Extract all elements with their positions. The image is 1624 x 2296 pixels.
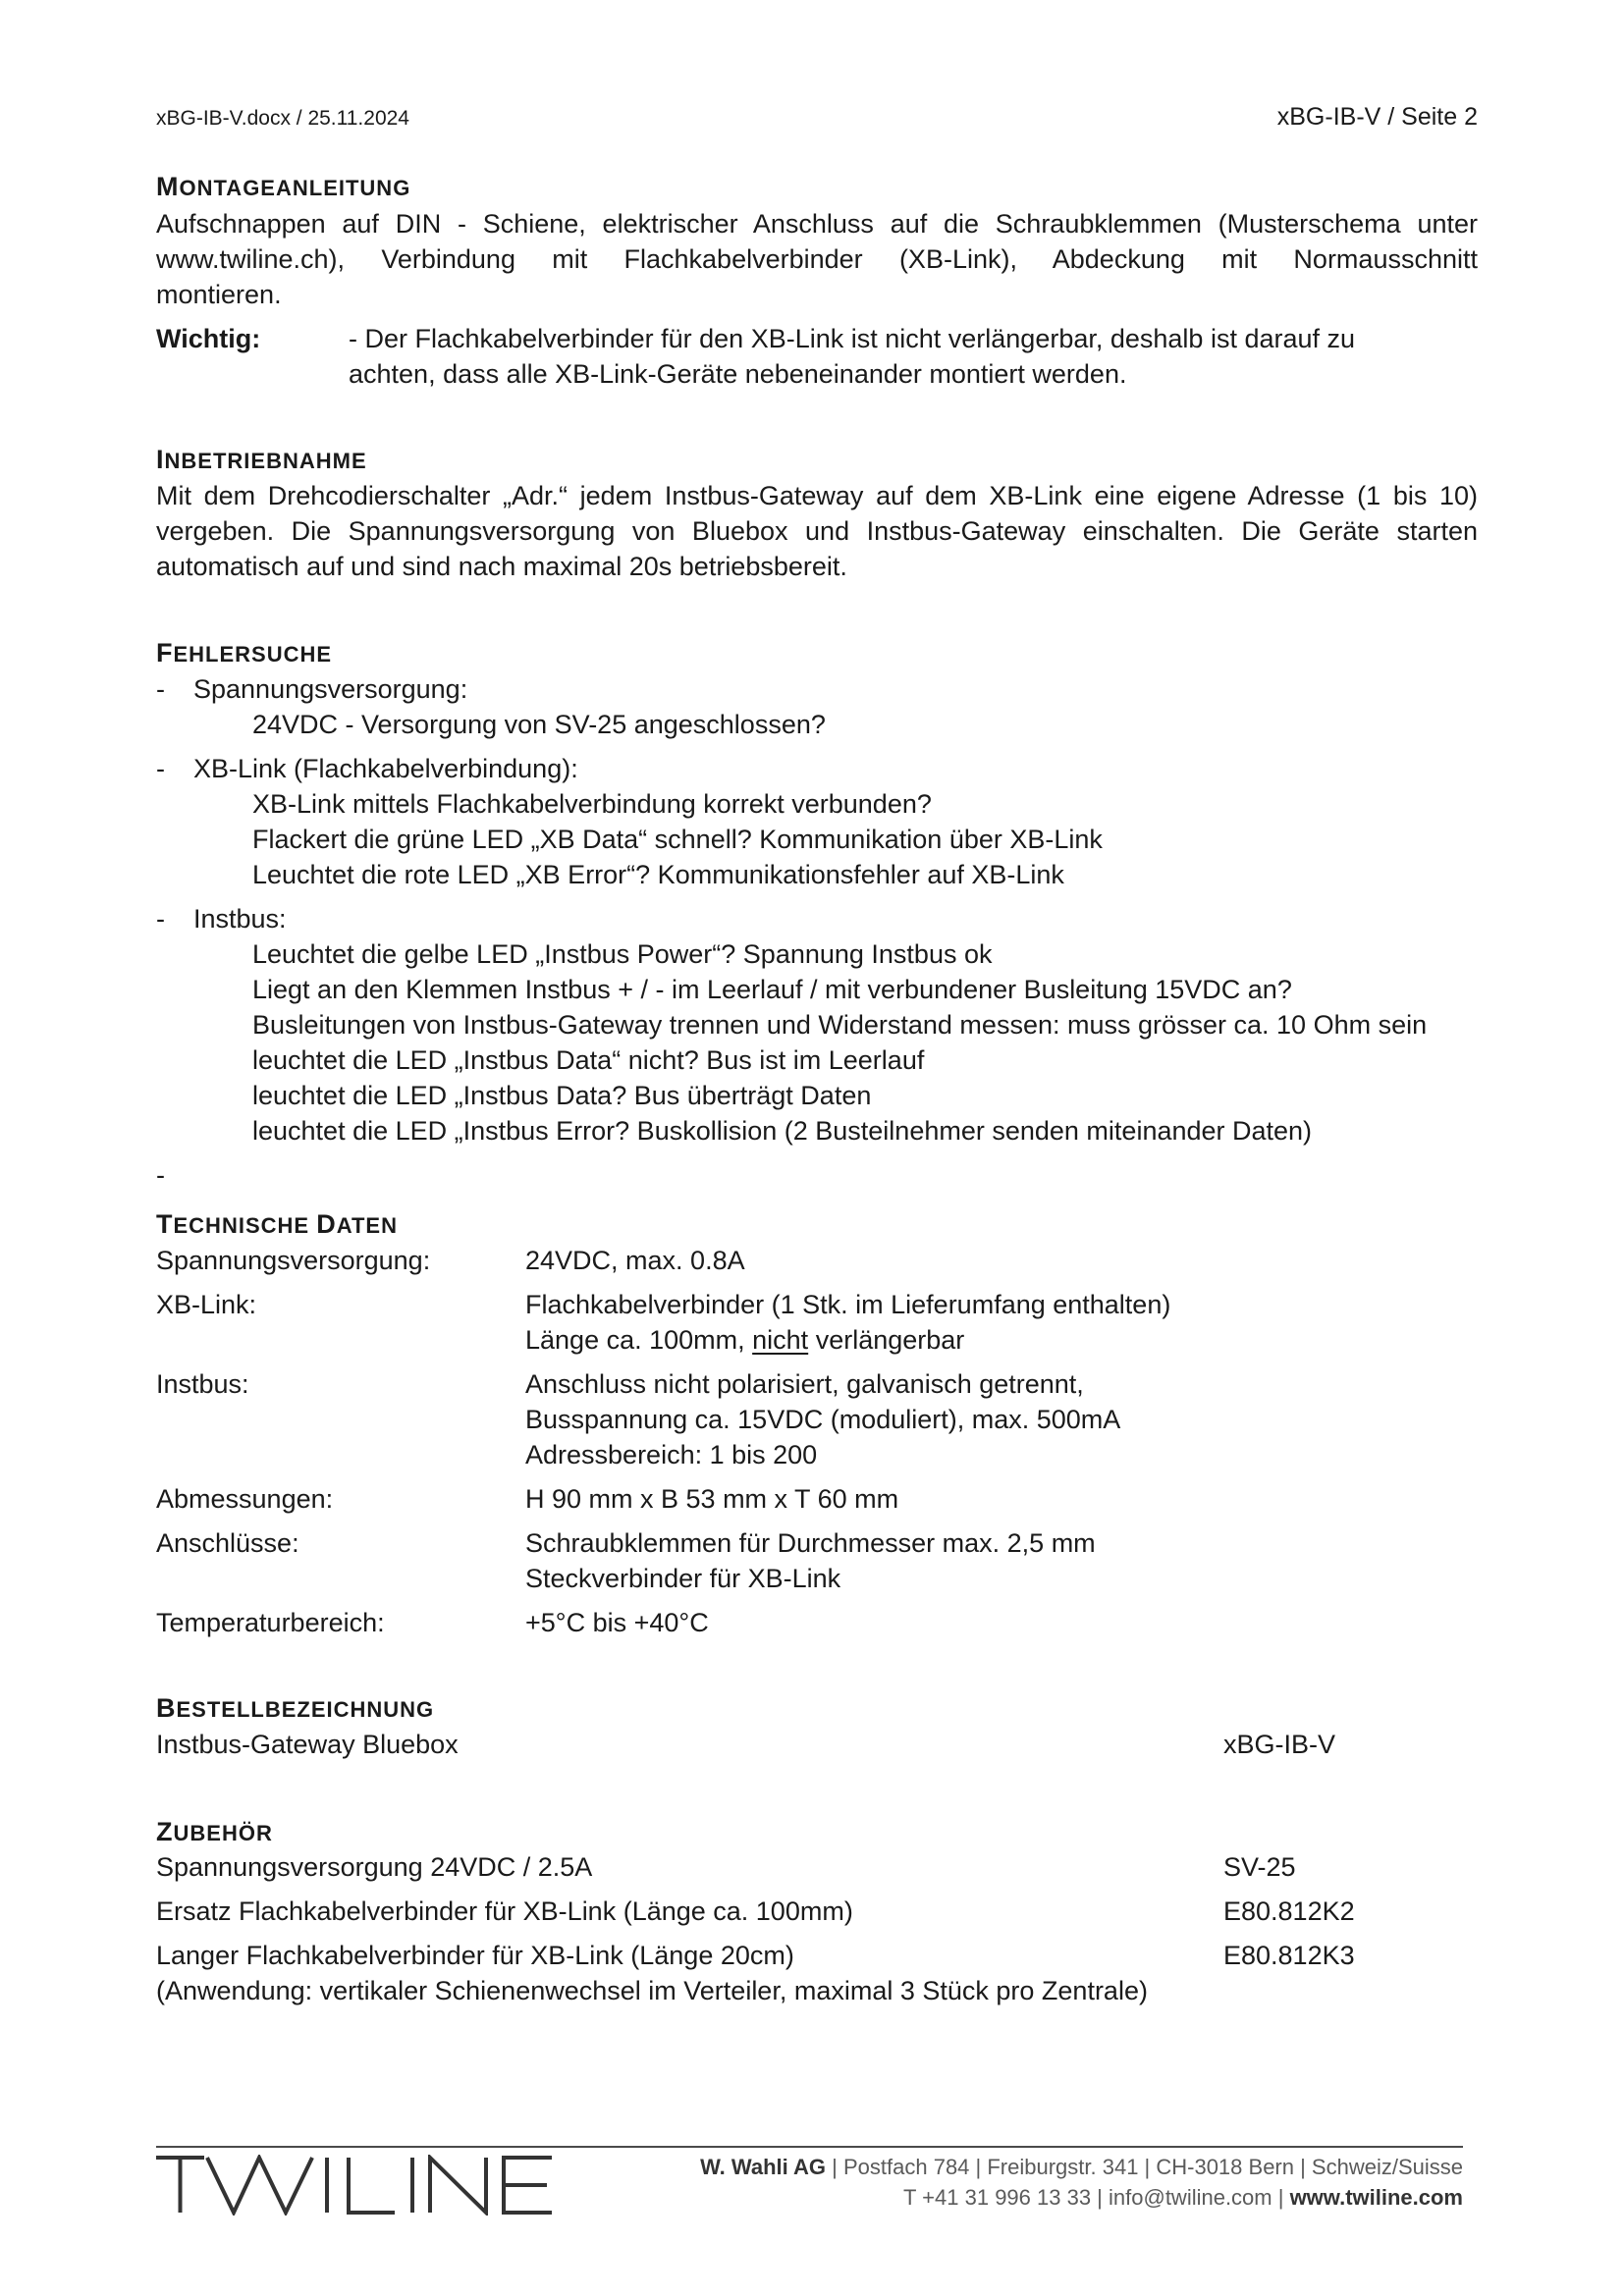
spec-row xyxy=(156,1481,1478,1517)
spec-row xyxy=(156,1525,1478,1596)
spec-value-line: H 90 mm x B 53 mm x T 60 mm xyxy=(525,1484,899,1514)
spec-value-line xyxy=(525,1322,1170,1358)
paragraph-line: vergeben. Die Spannungsversorgung von Bluebox und Instbus-Gateway einschalten. Die Geräte starten xyxy=(156,516,1478,546)
section-heading xyxy=(156,442,1478,477)
important-line: - Der Flachkabelverbinder für den XB-Link ist nicht verlängerbar, deshalb ist darauf zu xyxy=(349,324,1356,353)
accessory-code: SV-25 xyxy=(1223,1852,1296,1882)
accessory-name xyxy=(156,1938,1223,2008)
troubleshooting-check: Liegt an den Klemmen Instbus + / - im Leerlauf / mit verbundener Busleitung 15VDC an? xyxy=(252,975,1292,1004)
spec-value-line: Anschluss nicht polarisiert, galvanisch getrennt, xyxy=(525,1369,1084,1399)
heading-word: INBETRIEBNAHME xyxy=(156,445,367,474)
spec-label: Anschlüsse: xyxy=(156,1528,299,1558)
section-heading xyxy=(156,635,1478,670)
order-row xyxy=(156,1727,1478,1762)
accessory-name-text: Langer Flachkabelverbinder für XB-Link (Länge 20cm) xyxy=(156,1941,794,1970)
section-heading xyxy=(156,1690,1478,1726)
important-label: Wichtig: xyxy=(156,324,261,353)
spec-label: XB-Link: xyxy=(156,1290,257,1319)
section-heading xyxy=(156,1814,1478,1849)
spec-value-line: Schraubklemmen für Durchmesser max. 2,5 mm xyxy=(525,1528,1096,1558)
twiline-logo xyxy=(156,2155,555,2216)
spec-value-line: Steckverbinder für XB-Link xyxy=(525,1564,841,1593)
heading-word: FEHLERSUCHE xyxy=(156,638,333,667)
list-bullet: - xyxy=(156,904,165,934)
accessory-row xyxy=(156,1894,1478,1929)
accessory-name xyxy=(156,1849,1223,1885)
spec-value-line: Flachkabelverbinder (1 Stk. im Lieferumfang enthalten) xyxy=(525,1290,1171,1319)
important-line: achten, dass alle XB-Link-Geräte nebeneinander montiert werden. xyxy=(349,359,1127,389)
accessory-code: E80.812K2 xyxy=(1223,1896,1355,1926)
page-header xyxy=(156,102,1478,133)
accessory-row xyxy=(156,1849,1478,1885)
section-zubehoer xyxy=(156,1814,1478,2008)
company-address: | Postfach 784 | Freiburgstr. 341 | CH-3018 Bern | Schweiz/Suisse xyxy=(826,2155,1463,2179)
spec-value-line: Busspannung ca. 15VDC (moduliert), max. 500mA xyxy=(525,1405,1121,1434)
page-number: xBG-IB-V / Seite 2 xyxy=(1276,103,1478,131)
troubleshooting-check: 24VDC - Versorgung von SV-25 angeschlossen? xyxy=(252,710,826,739)
troubleshooting-check: Leuchtet die rote LED „XB Error“? Kommunikationsfehler auf XB-Link xyxy=(252,860,1064,889)
spec-value xyxy=(525,1243,745,1278)
section-bestellbezeichnung xyxy=(156,1690,1478,1762)
troubleshooting-check: leuchtet die LED „Instbus Data“ nicht? Bus ist im Leerlauf xyxy=(252,1045,925,1075)
spec-label: Spannungsversorgung: xyxy=(156,1246,431,1275)
section-heading xyxy=(156,1206,1478,1242)
spec-value xyxy=(525,1525,1096,1596)
troubleshooting-check: Flackert die grüne LED „XB Data“ schnell? Kommunikation über XB-Link xyxy=(252,825,1103,854)
troubleshooting-label: Spannungsversorgung: xyxy=(193,674,468,704)
spec-value xyxy=(525,1366,1120,1472)
paragraph-line: Mit dem Drehcodierschalter „Adr.“ jedem Instbus-Gateway auf dem XB-Link eine eigene Adresse (1 bis 10) xyxy=(156,481,1478,510)
important-note xyxy=(156,321,1478,392)
troubleshooting-item-title xyxy=(156,901,1478,936)
troubleshooting-item-title xyxy=(156,671,1478,707)
order-name xyxy=(156,1727,1223,1762)
accessory-row xyxy=(156,1938,1478,2008)
footer-contact-line xyxy=(700,2182,1463,2213)
troubleshooting-item-title xyxy=(156,751,1478,786)
footer-divider xyxy=(156,2146,1463,2148)
accessory-code: E80.812K3 xyxy=(1223,1941,1355,1970)
spec-value xyxy=(525,1287,1170,1358)
accessory-name-text: Ersatz Flachkabelverbinder für XB-Link (Länge ca. 100mm) xyxy=(156,1896,853,1926)
troubleshooting-item xyxy=(156,671,1478,742)
section-fehlersuche xyxy=(156,635,1478,1193)
troubleshooting-check: Busleitungen von Instbus-Gateway trennen und Widerstand messen: muss grösser ca. 10 Ohm sein xyxy=(252,1010,1428,1040)
troubleshooting-check: XB-Link mittels Flachkabelverbindung korrekt verbunden? xyxy=(252,789,932,819)
paragraph-line: automatisch auf und sind nach maximal 20s betriebsbereit. xyxy=(156,552,847,581)
troubleshooting-label: Instbus: xyxy=(193,904,287,934)
company-website: www.twiline.com xyxy=(1289,2185,1463,2210)
section-technische-daten xyxy=(156,1206,1478,1640)
heading-word: MONTAGEANLEITUNG xyxy=(156,172,411,201)
order-code: xBG-IB-V xyxy=(1223,1730,1336,1759)
paragraph-line: www.twiline.ch), Verbindung mit Flachkabelverbinder (XB-Link), Abdeckung mit Normausschnitt xyxy=(156,244,1478,274)
company-name: W. Wahli AG xyxy=(700,2155,827,2179)
paragraph xyxy=(156,206,1478,312)
paragraph-line: montieren. xyxy=(156,280,282,309)
troubleshooting-item xyxy=(156,751,1478,892)
accessory-note: (Anwendung: vertikaler Schienenwechsel im Verteiler, maximal 3 Stück pro Zentrale) xyxy=(156,1976,1148,2005)
footer-contact xyxy=(700,2152,1463,2213)
troubleshooting-check: leuchtet die LED „Instbus Data? Bus überträgt Daten xyxy=(252,1081,872,1110)
document-filename-date: xBG-IB-V.docx / 25.11.2024 xyxy=(156,107,409,130)
list-bullet: - xyxy=(156,674,165,704)
troubleshooting-item xyxy=(156,901,1478,1148)
spec-row xyxy=(156,1366,1478,1472)
footer-address-line xyxy=(700,2152,1463,2182)
list-bullet: - xyxy=(156,754,165,783)
troubleshooting-label: XB-Link (Flachkabelverbindung): xyxy=(193,754,578,783)
spec-underlined-text: nicht xyxy=(752,1325,809,1355)
heading-word: BESTELLBEZEICHNUNG xyxy=(156,1693,435,1723)
spec-text: Länge ca. 100mm, xyxy=(525,1325,753,1355)
spec-label: Temperaturbereich: xyxy=(156,1608,385,1637)
spec-text: verlängerbar xyxy=(808,1325,965,1355)
accessory-name xyxy=(156,1894,1223,1929)
company-phone-email: T +41 31 996 13 33 | info@twiline.com | xyxy=(903,2185,1290,2210)
paragraph xyxy=(156,478,1478,584)
spec-value-line: +5°C bis +40°C xyxy=(525,1608,709,1637)
section-inbetriebnahme xyxy=(156,442,1478,584)
important-text xyxy=(349,321,1355,392)
spec-row xyxy=(156,1243,1478,1278)
section-heading xyxy=(156,169,1478,204)
spec-value xyxy=(525,1605,709,1640)
spec-value-line: Adressbereich: 1 bis 200 xyxy=(525,1440,818,1469)
troubleshooting-check: Leuchtet die gelbe LED „Instbus Power“? Spannung Instbus ok xyxy=(252,939,993,969)
order-name-text: Instbus-Gateway Bluebox xyxy=(156,1730,459,1759)
troubleshooting-check: leuchtet die LED „Instbus Error? Buskollision (2 Busteilnehmer senden miteinander Daten) xyxy=(252,1116,1313,1146)
spec-row xyxy=(156,1287,1478,1358)
heading-word: ZUBEHÖR xyxy=(156,1817,273,1846)
spec-label: Instbus: xyxy=(156,1369,249,1399)
accessory-name-text: Spannungsversorgung 24VDC / 2.5A xyxy=(156,1852,593,1882)
spec-value-line: 24VDC, max. 0.8A xyxy=(525,1246,745,1275)
spec-label: Abmessungen: xyxy=(156,1484,334,1514)
paragraph-line: Aufschnappen auf DIN - Schiene, elektrischer Anschluss auf die Schraubklemmen (Musterschema unter xyxy=(156,209,1478,239)
spec-value xyxy=(525,1481,898,1517)
spec-row xyxy=(156,1605,1478,1640)
heading-word: DATEN xyxy=(316,1209,398,1239)
section-montageanleitung xyxy=(156,169,1478,392)
list-bullet: - xyxy=(156,1160,165,1190)
heading-word: TECHNISCHE xyxy=(156,1209,310,1239)
